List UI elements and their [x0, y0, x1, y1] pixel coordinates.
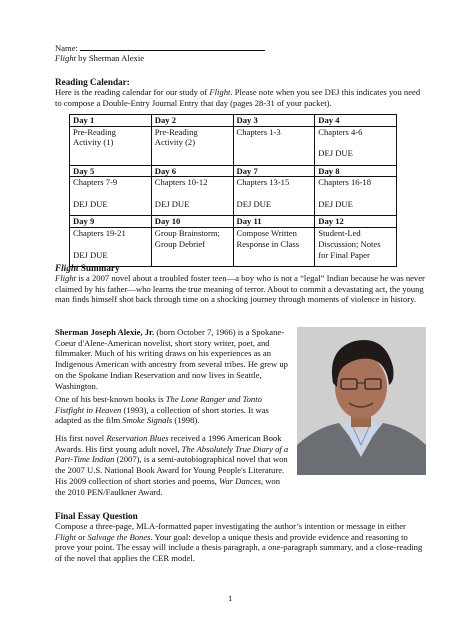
essay-title-1: Flight — [55, 531, 77, 542]
name-blank[interactable] — [80, 42, 265, 51]
calendar-intro-b: . Please note when you see DEJ this indicates you need to compose a Double-Entry Journal Entry that day (pages 28-31 of your packet). — [55, 87, 421, 108]
day-label: Day 5 — [70, 165, 152, 177]
day-activity-line: for Final Paper — [318, 249, 370, 260]
day-cell — [70, 228, 152, 267]
essay-text — [55, 521, 425, 564]
day-cell — [233, 177, 315, 216]
day-cell — [315, 228, 397, 267]
bio-p2-film: Smoke Signals — [122, 415, 173, 426]
day-activity-line: Pre-Reading — [73, 126, 116, 137]
day-activity-line: Group Brainstorm; — [154, 228, 220, 239]
dej-due-note: DEJ DUE — [73, 249, 108, 260]
document-title — [55, 53, 144, 64]
day-cell — [70, 177, 152, 216]
day-label: Day 12 — [315, 216, 397, 228]
day-cell — [151, 126, 233, 165]
day-cell — [233, 228, 315, 267]
title-book: Flight — [55, 53, 77, 63]
day-activity-line: Compose Written — [236, 228, 297, 239]
day-label: Day 3 — [233, 115, 315, 127]
day-activity-line: Activity (1) — [73, 137, 114, 148]
day-activity-line: Chapters 19-21 — [73, 228, 126, 239]
calendar-intro-a: Here is the reading calendar for our study of — [55, 87, 210, 97]
dej-due-note: DEJ DUE — [154, 199, 190, 210]
essay-b: or — [76, 531, 88, 542]
day-label: Day 4 — [315, 115, 397, 127]
name-line — [55, 42, 265, 54]
day-label: Day 8 — [315, 165, 397, 177]
dej-due-note: DEJ DUE — [236, 199, 272, 210]
bio-paragraph-1 — [55, 327, 289, 391]
day-activity-line: Group Debrief — [154, 238, 206, 249]
bio-paragraph-3 — [55, 433, 289, 497]
author-photo — [297, 327, 426, 475]
bio-p2-b: (1993), a collection of short stories. It was adapted as the film — [55, 404, 269, 426]
day-label: Day 10 — [151, 216, 233, 228]
day-label: Day 2 — [151, 115, 233, 127]
summary-heading-rest: Summary — [78, 263, 120, 273]
page-number: 1 — [228, 593, 233, 603]
bio-p3-c: (2007), is a semi-autobiographical novel that won the 2007 U.S. National Book Award for Young People's Literature. His 2009 collection of short stories and poems, — [55, 454, 288, 486]
day-cell — [151, 177, 233, 216]
calendar-heading: Reading Calendar: — [55, 77, 130, 87]
day-activity-line: Student-Led — [318, 228, 361, 239]
day-label: Day 9 — [70, 216, 152, 228]
bio-p3-title3: War Dances — [218, 475, 261, 486]
day-activity-line: Response in Class — [236, 238, 300, 249]
bio-p2-title: The Lone Ranger and Tonto Fistfight in Heaven — [55, 394, 262, 415]
day-activity-line: Pre-Reading — [154, 126, 198, 137]
day-cell — [315, 177, 397, 216]
author-portrait-illustration — [297, 327, 426, 475]
calendar-intro — [55, 87, 423, 108]
day-label: Day 7 — [233, 165, 315, 177]
day-activity-line: Chapters 16-18 — [318, 177, 371, 188]
day-activity-line: Chapters 4-6 — [318, 126, 363, 137]
day-cell — [315, 126, 397, 165]
essay-title-2: Salvage the Bones — [87, 531, 151, 542]
reading-calendar-table — [69, 114, 397, 267]
essay-heading: Final Essay Question — [55, 511, 138, 521]
day-activity-line: Activity (2) — [154, 137, 196, 148]
summary-heading-title: Flight — [55, 263, 79, 273]
bio-p3-title1: Reservation Blues — [106, 433, 169, 443]
dej-due-note: DEJ DUE — [318, 199, 353, 210]
essay-c: . Your goal: develop a unique thesis and provide evidence and reasoning to prove your point. The essay will include a thesis paragraph, a one-paragraph summary, and a close-reading of the novel that applies the CER model. — [55, 531, 423, 564]
summary-text — [55, 273, 425, 305]
bio-p3-b: received a 1996 American Book Awards. His first young adult novel, — [55, 433, 282, 454]
calendar-intro-title: Flight — [209, 87, 231, 97]
day-activity-line: Chapters 7-9 — [73, 177, 118, 188]
day-label: Day 6 — [151, 165, 233, 177]
bio-paragraph-2 — [55, 394, 289, 426]
dej-due-note: DEJ DUE — [318, 148, 353, 159]
bio-name: Sherman Joseph Alexie, Jr. — [55, 327, 155, 337]
title-author: by Sherman Alexie — [76, 53, 145, 63]
day-cell — [233, 126, 315, 165]
day-cell — [70, 126, 152, 165]
bio-p2-a: One of his best-known books is — [55, 394, 166, 404]
bio-p3-a: His first novel — [55, 433, 107, 443]
day-activity-line: Chapters 13-15 — [236, 177, 290, 188]
name-label: Name: — [55, 43, 78, 53]
day-activity-line: Discussion; Notes — [318, 238, 381, 249]
day-activity-line: Chapters 10-12 — [154, 177, 208, 188]
day-label: Day 1 — [70, 115, 152, 127]
day-cell — [151, 228, 233, 267]
day-activity-line: Chapters 1-3 — [236, 126, 281, 137]
summary-body: is a 2007 novel about a troubled foster teen—a boy who is not a “legal” Indian because he was never claimed by his father—who learns the true meaning of terror. About to commit a devastating act, the young man finds himself shot back through time on a shocking journey through moments of violence in history. — [55, 273, 425, 305]
bio-p1-text: (born October 7, 1966) is a Spokane-Coeur d'Alene-American novelist, short story writer, poet, and filmmaker. Much of his writing draws on his experiences as an Indigenous American with ancestry from several tribes. He grew up on the Spokane Indian Reservation and now lives in Seattle, Washington. — [55, 327, 288, 391]
essay-a: Compose a three-page, MLA-formatted paper investigating the author’s intention or message in either — [55, 521, 406, 531]
day-label: Day 11 — [233, 216, 315, 228]
summary-title: Flight — [55, 273, 77, 283]
dej-due-note: DEJ DUE — [73, 199, 108, 210]
bio-p3-d: , won the 2010 PEN/Faulkner Award. — [55, 475, 281, 497]
bio-p3-title2: The Absolutely True Diary of a Part-Time Indian — [55, 443, 289, 465]
bio-p2-c: (1998). — [172, 415, 200, 426]
